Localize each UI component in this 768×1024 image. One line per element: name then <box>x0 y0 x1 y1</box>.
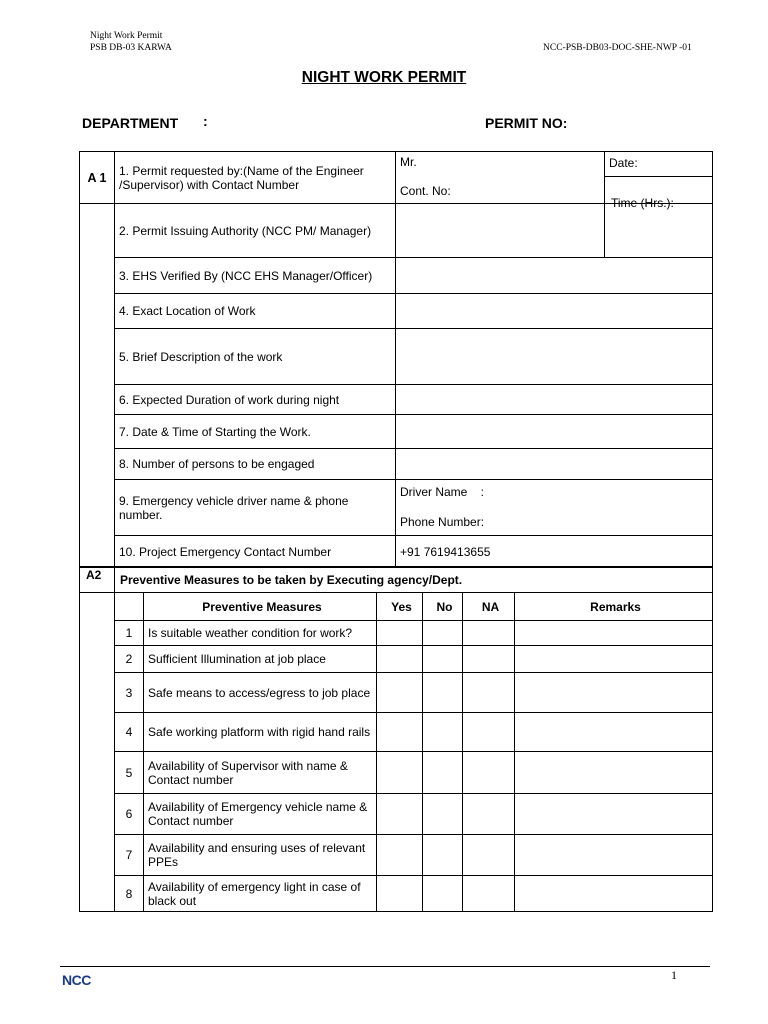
remarks-cell[interactable] <box>515 794 713 835</box>
col-no: No <box>423 593 463 621</box>
item-number: 3 <box>115 673 144 713</box>
table-row <box>80 876 713 912</box>
no-cell[interactable] <box>423 794 463 835</box>
item-text: Safe means to access/egress to job place <box>144 673 377 713</box>
a1-row-9-label: 9. Emergency vehicle driver name & phone number. <box>115 480 396 536</box>
table-row <box>80 646 713 673</box>
col-yes: Yes <box>377 593 423 621</box>
col-na: NA <box>463 593 515 621</box>
na-cell[interactable] <box>463 646 515 673</box>
department-colon: : <box>203 113 208 129</box>
na-cell[interactable] <box>463 876 515 912</box>
remarks-cell[interactable] <box>515 673 713 713</box>
no-cell[interactable] <box>423 713 463 752</box>
driver-field[interactable] <box>396 480 713 536</box>
a1-row-5-label: 5. Brief Description of the work <box>115 329 396 385</box>
yes-cell[interactable] <box>377 835 423 876</box>
col-preventive-measures: Preventive Measures <box>144 593 377 621</box>
cont-no-label: Cont. No: <box>400 184 451 198</box>
time-field[interactable] <box>605 204 713 258</box>
item-number: 8 <box>115 876 144 912</box>
driver-name-label: Driver Name : <box>400 485 485 499</box>
item-number: 7 <box>115 835 144 876</box>
persons-count-field[interactable] <box>396 449 713 480</box>
a1-row-7-label: 7. Date & Time of Starting the Work. <box>115 415 396 449</box>
a1-row-2-label: 2. Permit Issuing Authority (NCC PM/ Manager) <box>115 204 396 258</box>
date-label: Date: <box>609 156 638 170</box>
table-row <box>80 673 713 713</box>
a1-code-spacer <box>80 204 115 568</box>
ncc-logo: NCC <box>62 972 91 988</box>
duration-field[interactable] <box>396 385 713 415</box>
col-remarks: Remarks <box>515 593 713 621</box>
remarks-cell[interactable] <box>515 835 713 876</box>
item-number: 6 <box>115 794 144 835</box>
table-row <box>80 794 713 835</box>
na-cell[interactable] <box>463 621 515 646</box>
permit-no-label: PERMIT NO: <box>485 115 568 131</box>
na-cell[interactable] <box>463 673 515 713</box>
doc-name: Night Work Permit <box>90 31 163 41</box>
a1-row-10-label: 10. Project Emergency Contact Number <box>115 536 396 568</box>
yes-cell[interactable] <box>377 713 423 752</box>
remarks-cell[interactable] <box>515 646 713 673</box>
a2-no-header <box>115 593 144 621</box>
a1-row-8-label: 8. Number of persons to be engaged <box>115 449 396 480</box>
table-row <box>80 621 713 646</box>
a2-code-spacer <box>80 593 115 912</box>
no-cell[interactable] <box>423 752 463 794</box>
page-title: NIGHT WORK PERMIT <box>301 69 467 86</box>
a1-row-6-label: 6. Expected Duration of work during night <box>115 385 396 415</box>
item-text: Availability of Supervisor with name & Contact number <box>144 752 377 794</box>
remarks-cell[interactable] <box>515 713 713 752</box>
item-text: Sufficient Illumination at job place <box>144 646 377 673</box>
ehs-verified-field[interactable] <box>396 258 713 294</box>
no-cell[interactable] <box>423 646 463 673</box>
item-text: Availability of emergency light in case of black out <box>144 876 377 912</box>
emergency-contact-value: +91 7619413655 <box>396 536 713 568</box>
location-field[interactable] <box>396 294 713 329</box>
a1-row-4-label: 4. Exact Location of Work <box>115 294 396 329</box>
no-cell[interactable] <box>423 835 463 876</box>
na-cell[interactable] <box>463 713 515 752</box>
page-number: 1 <box>671 968 677 982</box>
yes-cell[interactable] <box>377 876 423 912</box>
yes-cell[interactable] <box>377 621 423 646</box>
item-number: 1 <box>115 621 144 646</box>
item-number: 4 <box>115 713 144 752</box>
issuing-authority-field[interactable] <box>396 204 605 258</box>
item-text: Availability and ensuring uses of relevant PPEs <box>144 835 377 876</box>
a2-code: A2 <box>80 567 115 593</box>
yes-cell[interactable] <box>377 646 423 673</box>
remarks-cell[interactable] <box>515 752 713 794</box>
na-cell[interactable] <box>463 794 515 835</box>
table-row <box>80 752 713 794</box>
doc-code: NCC-PSB-DB03-DOC-SHE-NWP -01 <box>543 43 692 53</box>
item-number: 2 <box>115 646 144 673</box>
no-cell[interactable] <box>423 673 463 713</box>
item-number: 5 <box>115 752 144 794</box>
description-field[interactable] <box>396 329 713 385</box>
section-a1-table <box>79 151 713 568</box>
no-cell[interactable] <box>423 621 463 646</box>
na-cell[interactable] <box>463 752 515 794</box>
remarks-cell[interactable] <box>515 876 713 912</box>
remarks-cell[interactable] <box>515 621 713 646</box>
start-datetime-field[interactable] <box>396 415 713 449</box>
requester-field[interactable] <box>396 152 605 204</box>
no-cell[interactable] <box>423 876 463 912</box>
a1-row-3-label: 3. EHS Verified By (NCC EHS Manager/Officer) <box>115 258 396 294</box>
footer-divider <box>60 966 710 967</box>
table-row <box>80 835 713 876</box>
yes-cell[interactable] <box>377 794 423 835</box>
item-text: Availability of Emergency vehicle name & Contact number <box>144 794 377 835</box>
yes-cell[interactable] <box>377 752 423 794</box>
department-label: DEPARTMENT <box>82 115 179 131</box>
table-row <box>80 713 713 752</box>
mr-label: Mr. <box>400 155 417 169</box>
a1-code: A 1 <box>80 152 115 204</box>
section-a2-table <box>79 566 713 912</box>
time-label: Time (Hrs.): <box>611 196 674 210</box>
item-text: Safe working platform with rigid hand rails <box>144 713 377 752</box>
na-cell[interactable] <box>463 835 515 876</box>
item-text: Is suitable weather condition for work? <box>144 621 377 646</box>
site-name: PSB DB-03 KARWA <box>90 43 172 53</box>
yes-cell[interactable] <box>377 673 423 713</box>
a2-title: Preventive Measures to be taken by Executing agency/Dept. <box>115 567 713 593</box>
a1-row-1-label: 1. Permit requested by:(Name of the Engineer /Supervisor) with Contact Number <box>115 152 396 204</box>
phone-number-label: Phone Number: <box>400 515 485 529</box>
date-time-divider <box>604 176 712 177</box>
